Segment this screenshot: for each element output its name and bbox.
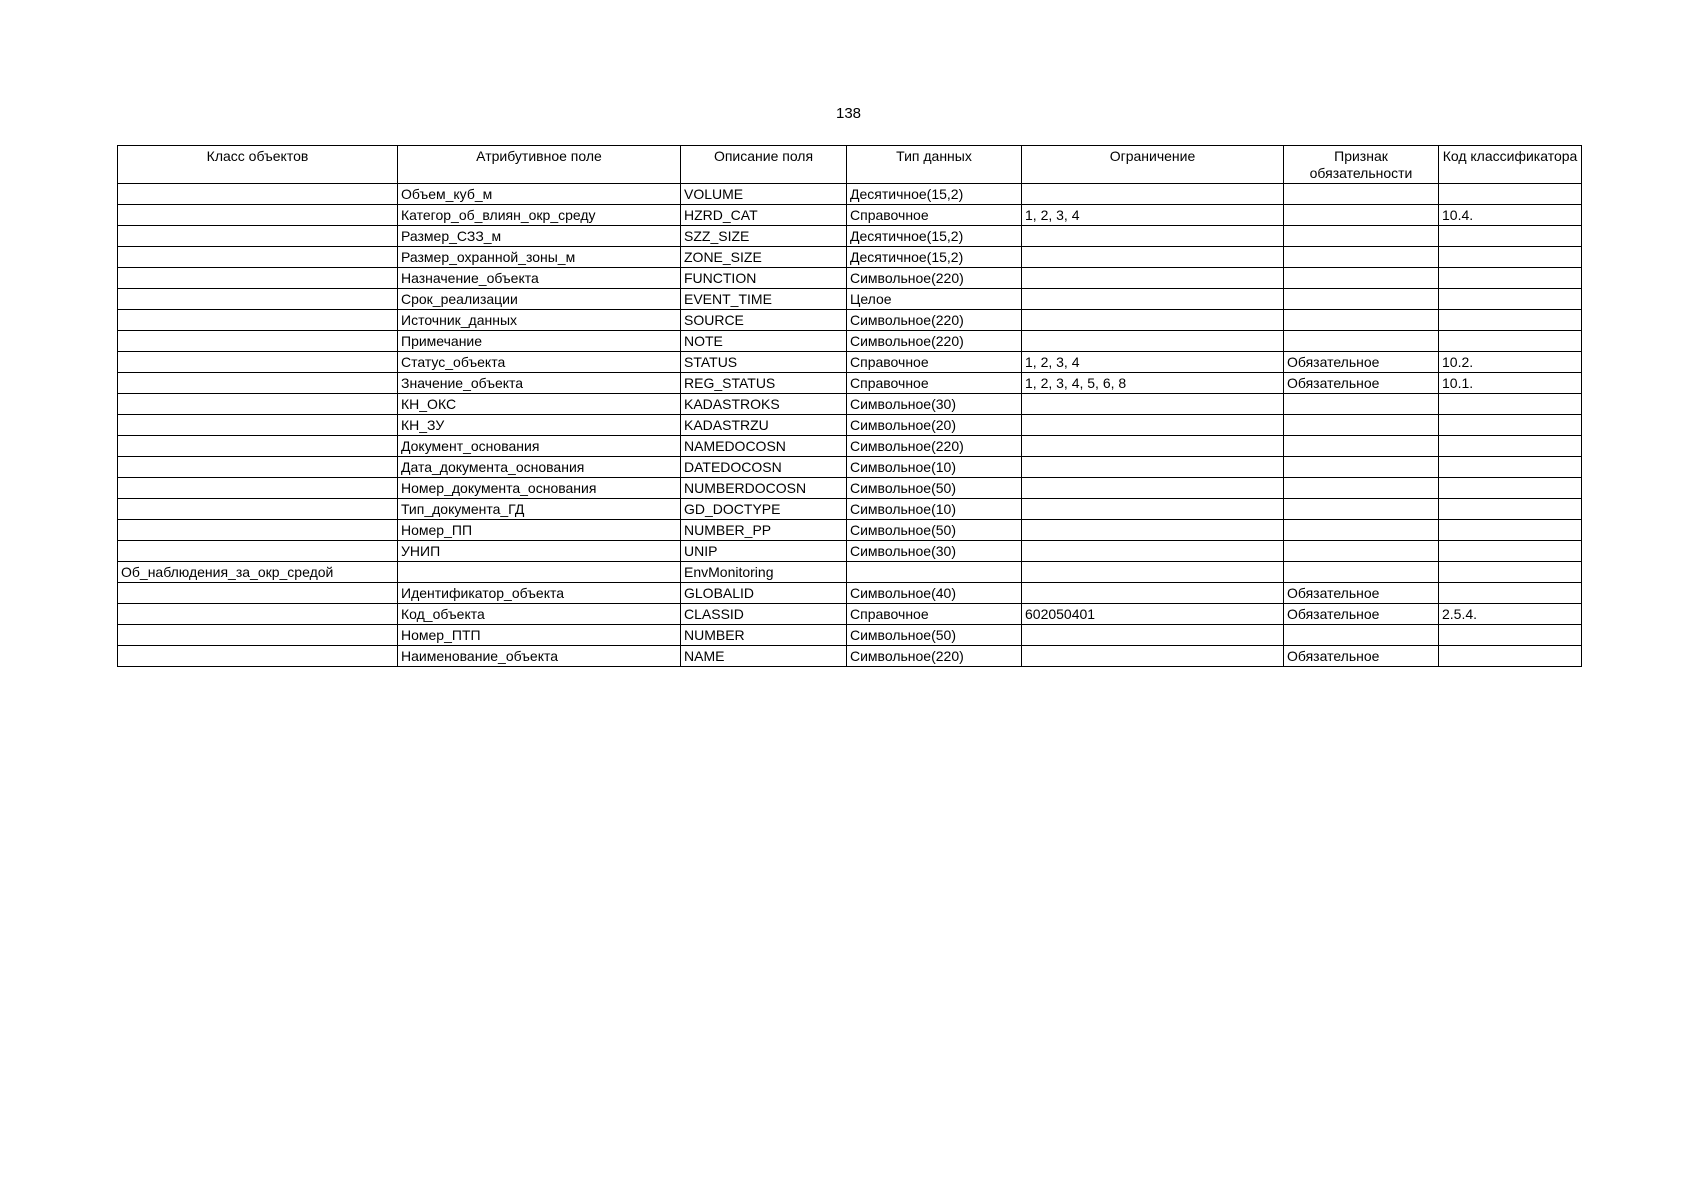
table-row (118, 310, 1582, 331)
cell-data-type: Символьное(50) (847, 478, 1022, 499)
header-constraint: Ограничение (1022, 146, 1284, 184)
cell-required-flag (1284, 499, 1439, 520)
cell-object-class (118, 352, 398, 373)
cell-field-description: CLASSID (681, 604, 847, 625)
cell-object-class (118, 604, 398, 625)
cell-attribute-field: УНИП (398, 541, 681, 562)
cell-data-type: Справочное (847, 604, 1022, 625)
cell-constraint: 1, 2, 3, 4 (1022, 352, 1284, 373)
cell-data-type: Символьное(10) (847, 499, 1022, 520)
cell-attribute-field: Примечание (398, 331, 681, 352)
cell-data-type: Целое (847, 289, 1022, 310)
cell-data-type: Символьное(40) (847, 583, 1022, 604)
table-row (118, 331, 1582, 352)
cell-data-type: Символьное(50) (847, 625, 1022, 646)
cell-constraint (1022, 226, 1284, 247)
cell-object-class (118, 394, 398, 415)
cell-required-flag (1284, 415, 1439, 436)
attribute-table (117, 145, 1582, 667)
cell-constraint: 1, 2, 3, 4, 5, 6, 8 (1022, 373, 1284, 394)
cell-object-class (118, 268, 398, 289)
cell-attribute-field: Документ_основания (398, 436, 681, 457)
cell-constraint: 602050401 (1022, 604, 1284, 625)
cell-attribute-field: Номер_ПП (398, 520, 681, 541)
cell-field-description: EVENT_TIME (681, 289, 847, 310)
cell-object-class (118, 457, 398, 478)
cell-data-type: Символьное(20) (847, 415, 1022, 436)
table-row (118, 625, 1582, 646)
cell-field-description: NOTE (681, 331, 847, 352)
table-row (118, 394, 1582, 415)
cell-classifier-code (1439, 646, 1582, 667)
cell-constraint (1022, 457, 1284, 478)
cell-data-type: Символьное(220) (847, 268, 1022, 289)
table-row (118, 646, 1582, 667)
cell-required-flag (1284, 331, 1439, 352)
table-row (118, 562, 1582, 583)
cell-constraint: 1, 2, 3, 4 (1022, 205, 1284, 226)
cell-attribute-field: КН_ОКС (398, 394, 681, 415)
cell-constraint (1022, 478, 1284, 499)
header-attribute-field: Атрибутивное поле (398, 146, 681, 184)
cell-attribute-field: Источник_данных (398, 310, 681, 331)
cell-attribute-field: КН_ЗУ (398, 415, 681, 436)
header-object-class: Класс объектов (118, 146, 398, 184)
cell-classifier-code (1439, 625, 1582, 646)
cell-classifier-code: 10.1. (1439, 373, 1582, 394)
cell-required-flag: Обязательное (1284, 646, 1439, 667)
cell-classifier-code (1439, 436, 1582, 457)
cell-constraint (1022, 499, 1284, 520)
cell-classifier-code (1439, 583, 1582, 604)
cell-object-class (118, 541, 398, 562)
cell-classifier-code (1439, 562, 1582, 583)
table-body (118, 184, 1582, 667)
cell-classifier-code (1439, 184, 1582, 205)
cell-required-flag (1284, 520, 1439, 541)
cell-field-description: HZRD_CAT (681, 205, 847, 226)
table-row (118, 499, 1582, 520)
cell-attribute-field: Размер_охранной_зоны_м (398, 247, 681, 268)
cell-classifier-code: 2.5.4. (1439, 604, 1582, 625)
cell-field-description: GD_DOCTYPE (681, 499, 847, 520)
cell-required-flag (1284, 625, 1439, 646)
table-row (118, 436, 1582, 457)
cell-attribute-field: Статус_объекта (398, 352, 681, 373)
cell-data-type: Справочное (847, 352, 1022, 373)
cell-required-flag: Обязательное (1284, 604, 1439, 625)
cell-object-class (118, 184, 398, 205)
cell-field-description: SZZ_SIZE (681, 226, 847, 247)
cell-classifier-code: 10.4. (1439, 205, 1582, 226)
cell-classifier-code (1439, 394, 1582, 415)
header-required-flag: Признак обязательности (1284, 146, 1439, 184)
cell-classifier-code (1439, 415, 1582, 436)
cell-attribute-field: Дата_документа_основания (398, 457, 681, 478)
cell-field-description: STATUS (681, 352, 847, 373)
cell-constraint (1022, 184, 1284, 205)
cell-classifier-code (1439, 331, 1582, 352)
cell-attribute-field: Код_объекта (398, 604, 681, 625)
table-row (118, 457, 1582, 478)
table-row (118, 541, 1582, 562)
cell-data-type: Символьное(220) (847, 310, 1022, 331)
cell-field-description: KADASTROKS (681, 394, 847, 415)
cell-field-description: DATEDOCOSN (681, 457, 847, 478)
cell-required-flag (1284, 289, 1439, 310)
cell-required-flag: Обязательное (1284, 583, 1439, 604)
table-row (118, 205, 1582, 226)
table-row (118, 226, 1582, 247)
cell-classifier-code (1439, 310, 1582, 331)
cell-object-class (118, 646, 398, 667)
cell-data-type: Справочное (847, 373, 1022, 394)
cell-required-flag (1284, 436, 1439, 457)
cell-required-flag (1284, 457, 1439, 478)
cell-attribute-field: Объем_куб_м (398, 184, 681, 205)
cell-classifier-code (1439, 226, 1582, 247)
table-row (118, 415, 1582, 436)
cell-classifier-code (1439, 520, 1582, 541)
cell-data-type: Справочное (847, 205, 1022, 226)
cell-attribute-field: Номер_ПТП (398, 625, 681, 646)
cell-data-type: Символьное(220) (847, 646, 1022, 667)
table-header (118, 146, 1582, 184)
cell-object-class (118, 625, 398, 646)
cell-constraint (1022, 247, 1284, 268)
table-row (118, 478, 1582, 499)
cell-constraint (1022, 310, 1284, 331)
cell-constraint (1022, 331, 1284, 352)
cell-constraint (1022, 394, 1284, 415)
cell-object-class (118, 247, 398, 268)
cell-object-class (118, 310, 398, 331)
cell-object-class (118, 520, 398, 541)
cell-data-type: Символьное(30) (847, 394, 1022, 415)
cell-classifier-code (1439, 541, 1582, 562)
cell-field-description: VOLUME (681, 184, 847, 205)
cell-constraint (1022, 583, 1284, 604)
table-row (118, 604, 1582, 625)
cell-classifier-code (1439, 499, 1582, 520)
cell-attribute-field: Тип_документа_ГД (398, 499, 681, 520)
cell-constraint (1022, 541, 1284, 562)
table-row (118, 184, 1582, 205)
table-row (118, 583, 1582, 604)
cell-required-flag (1284, 541, 1439, 562)
cell-object-class (118, 331, 398, 352)
cell-data-type (847, 562, 1022, 583)
cell-field-description: NUMBERDOCOSN (681, 478, 847, 499)
cell-field-description: NAMEDOCOSN (681, 436, 847, 457)
cell-field-description: NUMBER_PP (681, 520, 847, 541)
page-number: 138 (835, 105, 862, 122)
table-row (118, 247, 1582, 268)
cell-attribute-field: Срок_реализации (398, 289, 681, 310)
table-row (118, 289, 1582, 310)
header-field-description: Описание поля (681, 146, 847, 184)
cell-object-class (118, 583, 398, 604)
cell-constraint (1022, 289, 1284, 310)
cell-classifier-code: 10.2. (1439, 352, 1582, 373)
cell-constraint (1022, 646, 1284, 667)
header-data-type: Тип данных (847, 146, 1022, 184)
table-row (118, 520, 1582, 541)
cell-object-class (118, 226, 398, 247)
cell-attribute-field (398, 562, 681, 583)
table-row (118, 268, 1582, 289)
cell-data-type: Символьное(50) (847, 520, 1022, 541)
cell-constraint (1022, 562, 1284, 583)
cell-attribute-field: Идентификатор_объекта (398, 583, 681, 604)
cell-field-description: REG_STATUS (681, 373, 847, 394)
cell-constraint (1022, 415, 1284, 436)
cell-data-type: Символьное(220) (847, 331, 1022, 352)
cell-classifier-code (1439, 457, 1582, 478)
cell-required-flag (1284, 205, 1439, 226)
cell-object-class (118, 415, 398, 436)
cell-required-flag: Обязательное (1284, 373, 1439, 394)
cell-object-class (118, 478, 398, 499)
cell-constraint (1022, 625, 1284, 646)
cell-attribute-field: Наименование_объекта (398, 646, 681, 667)
cell-required-flag: Обязательное (1284, 352, 1439, 373)
cell-field-description: UNIP (681, 541, 847, 562)
cell-field-description: EnvMonitoring (681, 562, 847, 583)
header-classifier-code: Код классификатора (1439, 146, 1582, 184)
cell-field-description: FUNCTION (681, 268, 847, 289)
cell-object-class: Об_наблюдения_за_окр_средой (118, 562, 398, 583)
cell-attribute-field: Размер_СЗЗ_м (398, 226, 681, 247)
cell-data-type: Символьное(10) (847, 457, 1022, 478)
cell-classifier-code (1439, 268, 1582, 289)
cell-required-flag (1284, 310, 1439, 331)
cell-constraint (1022, 520, 1284, 541)
cell-field-description: ZONE_SIZE (681, 247, 847, 268)
cell-required-flag (1284, 268, 1439, 289)
cell-object-class (118, 205, 398, 226)
cell-object-class (118, 373, 398, 394)
cell-constraint (1022, 268, 1284, 289)
cell-field-description: NUMBER (681, 625, 847, 646)
cell-classifier-code (1439, 478, 1582, 499)
cell-object-class (118, 289, 398, 310)
cell-object-class (118, 499, 398, 520)
table-row (118, 352, 1582, 373)
cell-data-type: Символьное(30) (847, 541, 1022, 562)
header-row (118, 146, 1582, 184)
cell-field-description: GLOBALID (681, 583, 847, 604)
cell-attribute-field: Категор_об_влиян_окр_среду (398, 205, 681, 226)
cell-required-flag (1284, 226, 1439, 247)
cell-field-description: NAME (681, 646, 847, 667)
table-row (118, 373, 1582, 394)
cell-required-flag (1284, 562, 1439, 583)
cell-data-type: Десятичное(15,2) (847, 184, 1022, 205)
cell-data-type: Десятичное(15,2) (847, 226, 1022, 247)
cell-required-flag (1284, 247, 1439, 268)
cell-constraint (1022, 436, 1284, 457)
cell-attribute-field: Назначение_объекта (398, 268, 681, 289)
cell-classifier-code (1439, 289, 1582, 310)
cell-object-class (118, 436, 398, 457)
cell-field-description: SOURCE (681, 310, 847, 331)
cell-attribute-field: Значение_объекта (398, 373, 681, 394)
cell-classifier-code (1439, 247, 1582, 268)
cell-data-type: Символьное(220) (847, 436, 1022, 457)
cell-required-flag (1284, 478, 1439, 499)
cell-field-description: KADASTRZU (681, 415, 847, 436)
cell-required-flag (1284, 394, 1439, 415)
cell-data-type: Десятичное(15,2) (847, 247, 1022, 268)
cell-attribute-field: Номер_документа_основания (398, 478, 681, 499)
cell-required-flag (1284, 184, 1439, 205)
